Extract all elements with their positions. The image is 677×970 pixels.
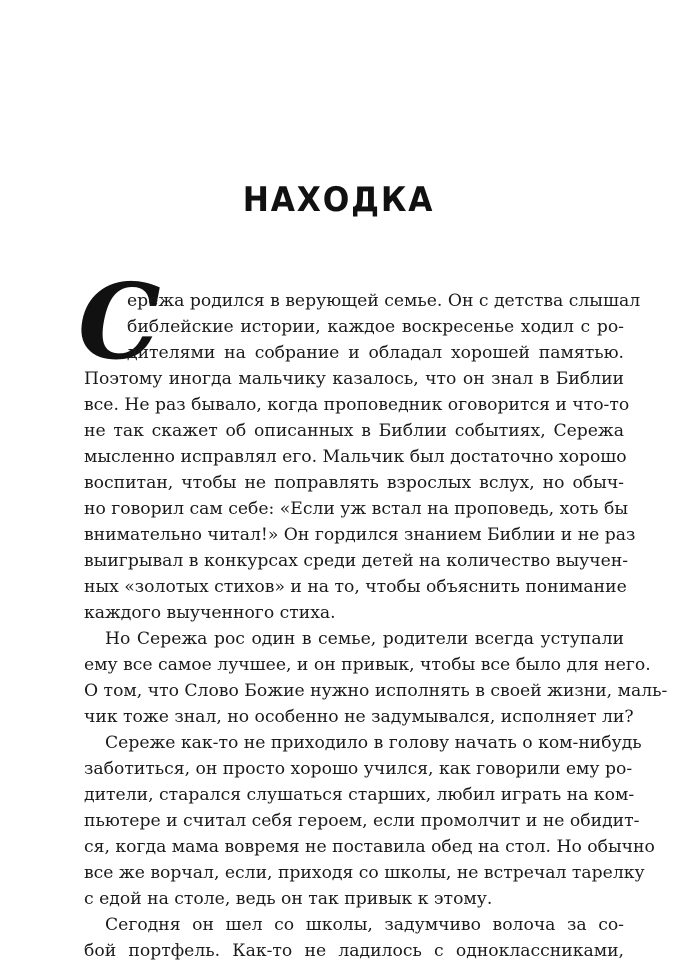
text-line: воспитан, чтобы не поправлять взрослых вслух, но обыч- [84, 473, 624, 493]
text-line: все же ворчал, если, приходя со школы, не встречал тарелку [84, 863, 645, 883]
text-line: ся, когда мама вовремя не поставила обед на стол. Но обычно [84, 837, 655, 857]
text-line: ных «золотых стихов» и на то, чтобы объяснить понимание [84, 577, 627, 597]
text-line: библейские истории, каждое воскресенье ходил с ро- [127, 317, 624, 337]
text-line: выигрывал в конкурсах среди детей на количество выучен- [84, 551, 629, 571]
text-line: но говорил сам себе: «Если уж встал на проповедь, хоть бы [84, 499, 628, 519]
text-line: все. Не раз бывало, когда проповедник оговорится и что-то [84, 395, 630, 415]
text-line: Но Сережа рос один в семье, родители всегда уступали [105, 629, 624, 649]
text-line: Поэтому иногда мальчику казалось, что он знал в Библии [84, 369, 624, 389]
text-line: ему все самое лучшее, и он привык, чтобы все было для него. [84, 655, 651, 675]
drop-cap: С [78, 260, 161, 383]
page-title: НАХОДКА [242, 180, 435, 220]
text-line: заботиться, он просто хорошо учился, как говорили ему ро- [84, 759, 633, 779]
text-line: внимательно читал!» Он гордился знанием Библии и не раз [84, 525, 636, 545]
text-line: бой портфель. Как-то не ладилось с одноклассниками, [84, 941, 624, 961]
text-line: пьютере и считал себя героем, если промолчит и не обидит- [84, 811, 640, 831]
text-line: дителями на собрание и обладал хорошей памятью. [127, 343, 624, 363]
text-line: ережа родился в верующей семье. Он с детства слышал [127, 291, 641, 311]
text-line: О том, что Слово Божие нужно исполнять в своей жизни, маль- [84, 681, 668, 701]
text-line: Сереже как-то не приходило в голову начать о ком-нибудь [105, 733, 642, 753]
text-line: мысленно исправлял его. Мальчик был достаточно хорошо [84, 447, 627, 467]
text-line: не так скажет об описанных в Библии событиях, Сережа [84, 421, 624, 441]
text-line: Сегодня он шел со школы, задумчиво волоча за со- [105, 915, 624, 935]
text-line: дители, старался слушаться старших, любил играть на ком- [84, 785, 635, 805]
text-line: чик тоже знал, но особенно не задумывался, исполняет ли? [84, 707, 634, 727]
text-line: с едой на столе, ведь он так привык к этому. [84, 889, 493, 909]
text-line: каждого выученного стиха. [84, 603, 336, 623]
